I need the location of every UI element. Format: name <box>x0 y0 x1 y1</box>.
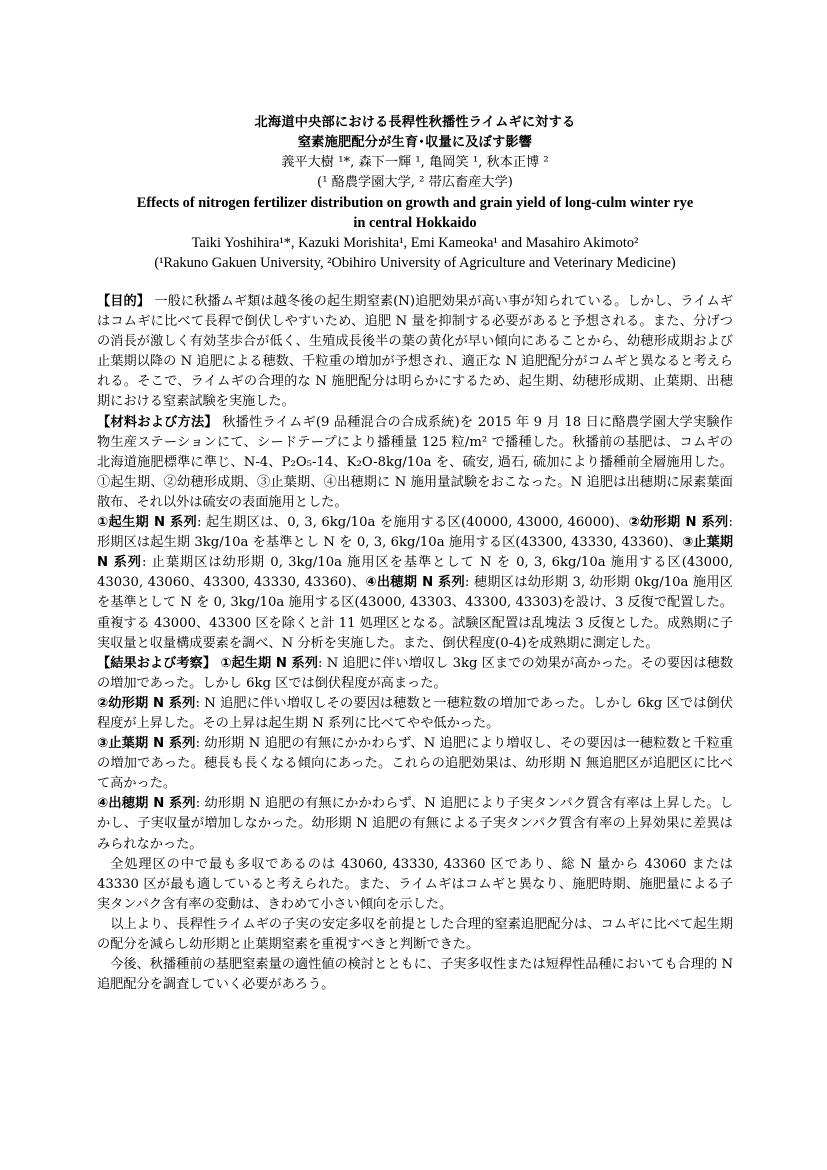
result-1-text: : N 追肥に伴い増収し 3kg 区までの効果が高かった。その要因は穂数の増加であった。しかし 6kg 区では倒伏程度が高まった。 <box>97 655 734 691</box>
purpose-paragraph <box>97 292 733 413</box>
series-1-text: : 起生期区は、0, 3, 6kg/10a を施用する区(40000, 43000, 46000)、 <box>197 515 629 531</box>
series-4-heading: ④出穂期 N 系列 <box>365 575 465 591</box>
affiliations-ja: (¹ 酪農学園大学, ² 帯広畜産大学) <box>317 175 513 190</box>
methods-heading: 【材料および方法】 <box>97 414 218 430</box>
results-paragraph-4 <box>97 794 733 854</box>
best-treatment-paragraph: 全処理区の中で最も多収であるのは 43060, 43330, 43360 区であり、総 N 量から 43060 または 43330 区が最も適していると考えられた。また、ライムギはコムギと異なり、施肥時期、施肥量による子実タンパク含有率の変動は、きわめて小さい傾向を示した。 <box>97 856 733 912</box>
series-4-text: : 穂期区は幼形期 3, 幼形期 0kg/10a 施用区を基準として N を 0, 3kg/10a 施用する区(43000, 43303、43300, 43303)を設け、3 反復で配置した。重複する 43000、43300 区を除くと計 11 処理区となる。試験区配置は乱塊法 3 反復とした。成熟期に子実収量と収量構成要素を調べ、N 分析を実施した。また、倒伏程度(0-4)を成熟期に測定した。 <box>97 575 733 651</box>
authors-ja: 義平大樹 ¹*, 森下一輝 ¹, 亀岡笑 ¹, 秋本正博 ² <box>281 155 549 170</box>
authors-en: Taiki Yoshihira¹*, Kazuki Morishita¹, Emi Kameoka¹ and Masahiro Akimoto² <box>191 235 639 251</box>
series-2-text: : 形期区は起生期 3kg/10a を基準とし N を 0, 3, 6kg/10a 施用する区(43300, 43330, 43360)、 <box>97 515 733 551</box>
series-3-heading: ③止葉期 N 系列 <box>97 535 734 571</box>
results-paragraph-2 <box>97 694 733 734</box>
affiliations-en: (¹Rakuno Gakuen University, ²Obihiro University of Agriculture and Veterinary Medicine) <box>154 255 676 271</box>
results-heading: 【結果および考察】 <box>97 655 217 671</box>
results-paragraph-1 <box>97 654 733 694</box>
title-ja-line-2: 窒素施肥配分が生育･収量に及ぼす影響 <box>297 135 533 150</box>
conclusion-paragraph: 以上より、長稈性ライムギの子実の安定多収を前提とした合理的窒素追肥配分は、コムギに比べて起生期の配分を減らし幼形期と止葉期窒素を重視すべきと判断できた。 <box>97 916 733 952</box>
results-paragraph-3 <box>97 734 733 794</box>
series-paragraph <box>97 513 733 654</box>
title-ja-line-1: 北海道中央部における長稈性秋播性ライムギに対する <box>254 115 576 130</box>
title-en-line-1: Effects of nitrogen fertilizer distribution on growth and grain yield of long-culm winter rye <box>136 195 694 211</box>
result-4-heading: ④出穂期 N 系列 <box>97 796 196 812</box>
paper-page <box>97 113 733 995</box>
title-en-line-2: in central Hokkaido <box>353 215 477 231</box>
series-1-heading: ①起生期 N 系列 <box>97 515 198 531</box>
methods-paragraph <box>97 413 733 513</box>
result-3-heading: ③止葉期 N 系列 <box>97 736 196 752</box>
result-2-heading: ②幼形期 N 系列 <box>97 695 196 711</box>
result-2-text: : N 追肥に伴い増収しその要因は穂数と一穂粒数の増加であった。しかし 6kg 区では倒伏程度が上昇した。その上昇は起生期 N 系列に比べてやや低かった。 <box>97 695 733 731</box>
result-3-text: : 幼形期 N 追肥の有無にかかわらず、N 追肥により増収し、その要因は一穂粒数と千粒重の増加であった。穂長も長くなる傾向にあった。これらの追肥効果は、幼形期 N 無追肥区が追肥区に比べて高かった。 <box>97 736 733 792</box>
future-work-paragraph: 今後、秋播種前の基肥窒素量の適性値の検討とともに、子実多収性または短稈性品種においても合理的 N 追肥配分を調査していく必要があろう。 <box>97 957 733 993</box>
series-2-heading: ②幼形期 N 系列 <box>628 515 729 531</box>
methods-text: 秋播性ライムギ(9 品種混合の合成系統)を 2015 年 9 月 18 日に酪農学園大学実験作物生産ステーションにて、シードテープにより播種量 125 粒/m² で播種した。秋播前の基肥は、コムギの北海道施肥標準に準じ、N-4、P₂O₅-14、K₂O-8kg/10a を、硫安, 過石, 硫加により播種前全層施用した。①起生期、②幼穂形成期、③止葉期、④出穂期に N 施用量試験をおこなった。N 追肥は出穂期に尿素葉面散布、それ以外は硫安の表面施用とした。 <box>97 414 733 510</box>
abstract-body <box>97 292 733 995</box>
result-1-heading: ①起生期 N 系列 <box>220 655 319 671</box>
purpose-heading: 【目的】 <box>97 294 151 309</box>
purpose-text: 一般に秋播ムギ類は越冬後の起生期窒素(N)追肥効果が高い事が知られている。しかし、ライムギはコムギに比べて長稈で倒伏しやすいため、追肥 N 量を抑制する必要があると予想される。また、分げつの消長が激しく有効茎歩合が低く、生殖成長後半の葉の黄化が早い傾向にあることから、幼穂形成期および止葉期以降の N 追肥による穂数、千粒重の増加が予想され、適正な N 追肥配分がコムギと異なると考えられる。そこで、ライムギの合理的な N 施肥配分は明らかにするため、起生期、幼穂形成期、止葉期、出穂期における窒素試験を実施した。 <box>97 294 734 410</box>
result-4-text: : 幼形期 N 追肥の有無にかかわらず、N 追肥により子実タンパク質含有率は上昇した。しかし、子実収量が増加しなかった。幼形期 N 追肥の有無による子実タンパク質含有率の上昇効果に差異はみられなかった。 <box>97 796 733 852</box>
series-3-text: : 止葉期区は幼形期 0, 3kg/10a 施用区を基準として N を 0, 3, 6kg/10a 施用する区(43000, 43030, 43060、43300, 43330, 43360)、 <box>97 555 733 591</box>
